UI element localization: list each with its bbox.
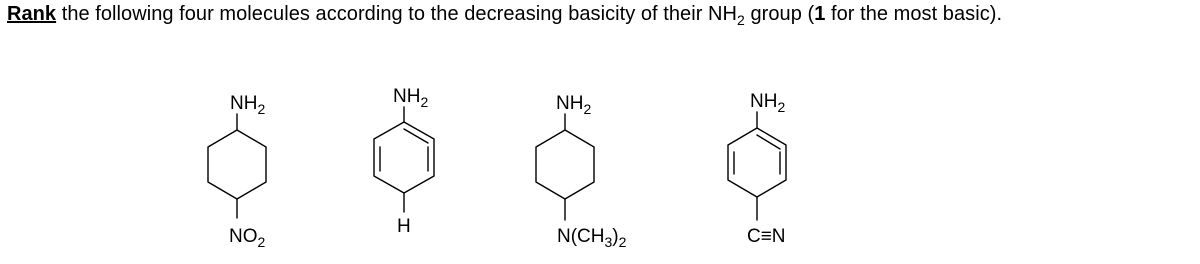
question-body-3: for the most basic). (825, 3, 1003, 25)
molecule-2-double-bond-1 (404, 129, 428, 143)
molecule-2-bottom-label: H (397, 216, 411, 237)
molecule-1-bottom-label: $NO_2$ (229, 226, 266, 250)
molecule-1 (208, 93, 266, 250)
molecule-2-top-label: $NH_2$ (393, 86, 429, 110)
molecule-4 (728, 91, 786, 247)
molecule-4-double-bond-1 (757, 135, 780, 149)
molecule-4-bottom-label: C≡N (747, 226, 786, 247)
molecule-4-ring (728, 128, 786, 197)
molecule-2-ring (374, 122, 434, 193)
molecule-3 (536, 93, 627, 250)
question-body-1: the following four molecules according to the decreasing basicity of their NH (56, 3, 738, 25)
question-subscript-2: 2 (737, 12, 745, 28)
molecule-4-top-label: $NH_2$ (750, 91, 786, 115)
molecule-2 (374, 86, 434, 237)
molecule-3-bottom-label: $N(CH_3)_2$ (557, 226, 627, 250)
question-bold-one: 1 (814, 3, 826, 25)
molecule-3-ring (536, 130, 594, 199)
molecule-3-top-label: $NH_2$ (556, 93, 592, 117)
molecule-1-ring (208, 130, 266, 199)
question-body-2: group ( (744, 3, 815, 25)
rank-word: Rank (7, 3, 57, 25)
molecule-1-top-label: $NH_2$ (230, 93, 266, 117)
